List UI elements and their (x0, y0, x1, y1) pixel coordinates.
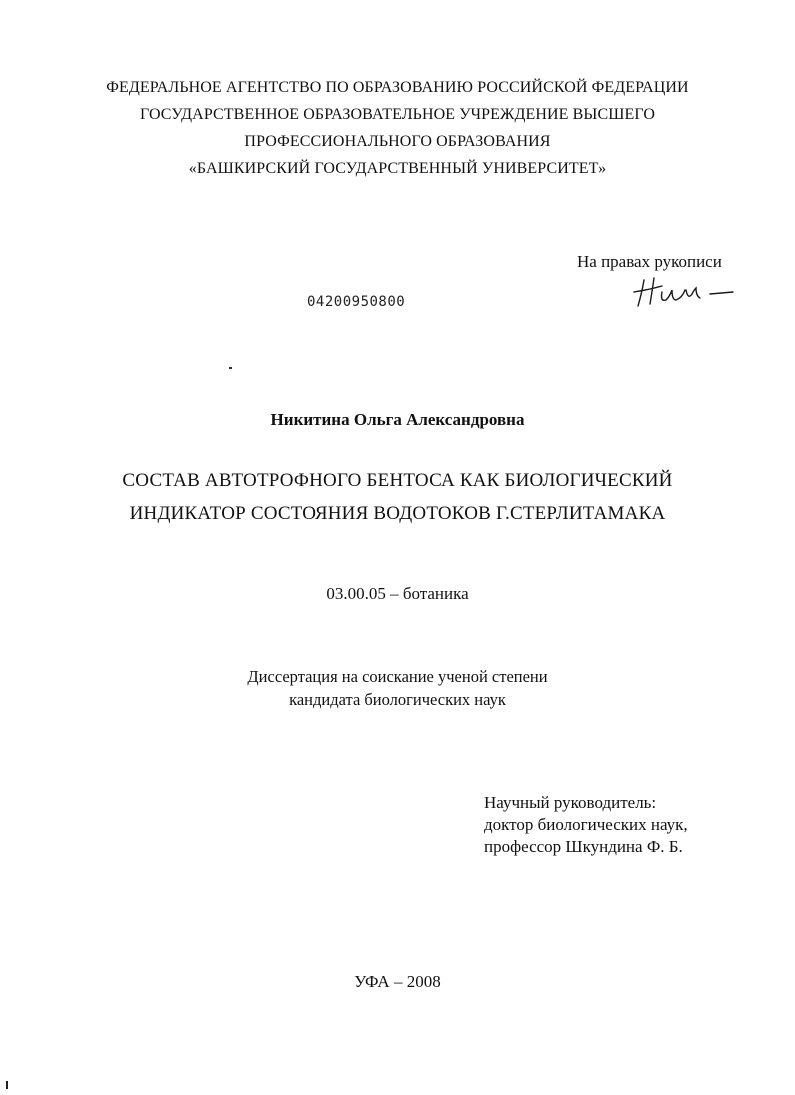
thesis-title-line-1: СОСТАВ АВТОТРОФНОГО БЕНТОСА КАК БИОЛОГИЧЕСКИЙ (122, 470, 673, 491)
header-line-4: «БАШКИРСКИЙ ГОСУДАРСТВЕННЫЙ УНИВЕРСИТЕТ» (188, 160, 607, 177)
advisor-label: Научный руководитель: (484, 793, 657, 812)
city-year: УФА – 2008 (354, 972, 441, 991)
header-line-3: ПРОФЕССИОНАЛЬНОГО ОБРАЗОВАНИЯ (244, 133, 551, 150)
advisor-degree: доктор биологических наук, (484, 815, 688, 834)
degree-line-1: Диссертация на соискание ученой степени (247, 667, 548, 686)
scan-dot (229, 367, 232, 369)
thesis-title-line-2: ИНДИКАТОР СОСТОЯНИЯ ВОДОТОКОВ Г.СТЕРЛИТАМАКА (129, 503, 666, 524)
document-number: 04200950800 (307, 294, 406, 310)
author-name: Никитина Ольга Александровна (270, 410, 525, 429)
advisor-name: профессор Шкундина Ф. Б. (484, 837, 683, 856)
manuscript-rights-label: На правах рукописи (577, 252, 722, 271)
signature-image (630, 270, 735, 315)
header-line-1: ФЕДЕРАЛЬНОЕ АГЕНТСТВО ПО ОБРАЗОВАНИЮ РОССИЙСКОЙ ФЕДЕРАЦИИ (106, 79, 689, 96)
scan-margin-mark (6, 1081, 8, 1089)
header-line-2: ГОСУДАРСТВЕННОЕ ОБРАЗОВАТЕЛЬНОЕ УЧРЕЖДЕНИЕ ВЫСШЕГО (140, 106, 655, 123)
degree-line-2: кандидата биологических наук (289, 690, 506, 709)
specialty-code: 03.00.05 – ботаника (326, 584, 469, 603)
